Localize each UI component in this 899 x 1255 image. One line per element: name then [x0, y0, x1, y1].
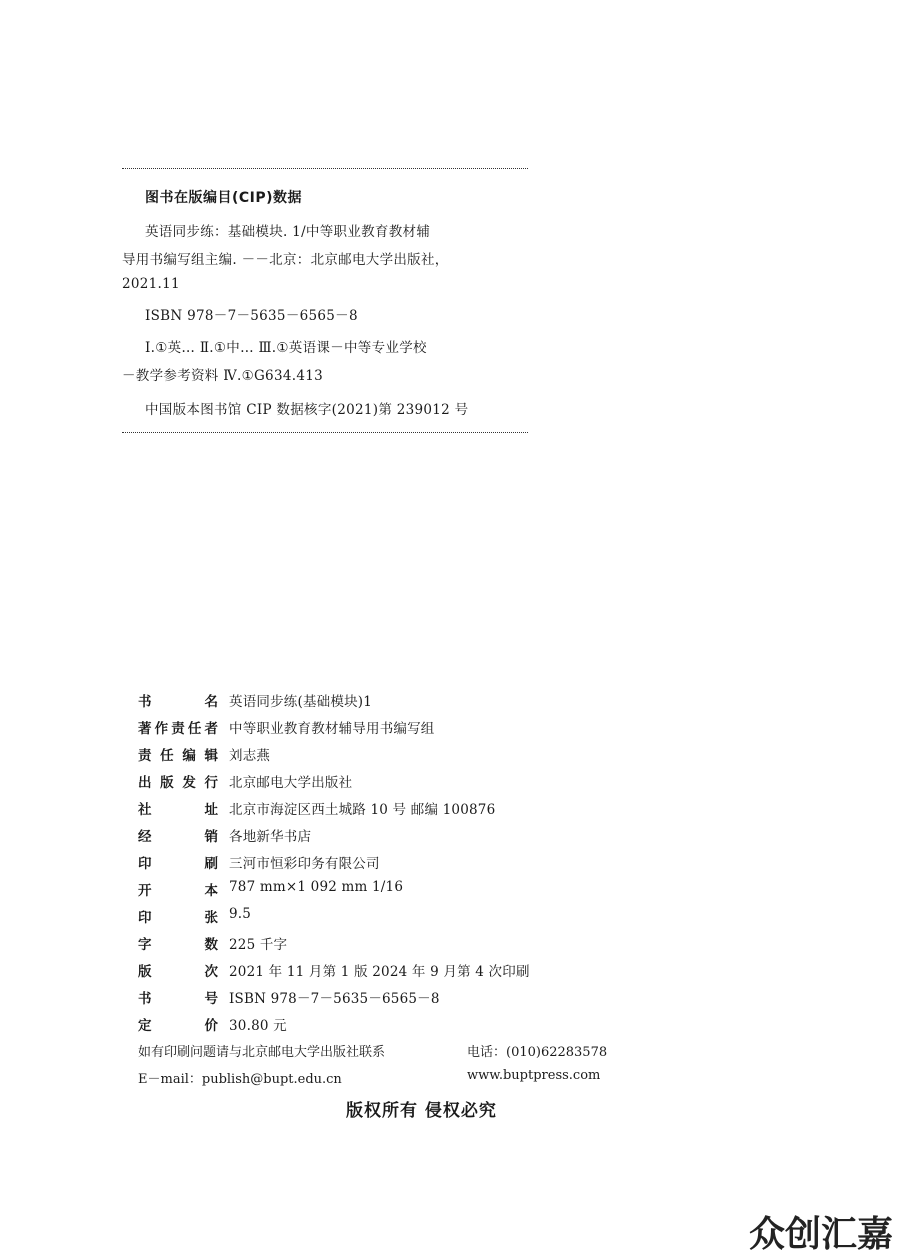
info-label: 责 任 编 辑 [138, 748, 218, 764]
cip-line: 2021.11 [122, 276, 180, 292]
cip-top-rule [122, 168, 528, 169]
publisher-email: E－mail：publish@bupt.edu.cn [138, 1072, 342, 1087]
info-label: 印 刷 [138, 856, 218, 872]
cip-line: 英语同步练：基础模块. 1/中等职业教育教材辅 [145, 224, 431, 240]
print-issue-notice: 如有印刷问题请与北京邮电大学出版社联系 [138, 1045, 386, 1060]
info-row-format [138, 879, 638, 899]
info-row-distributor [138, 825, 638, 845]
info-label: 著 作 责 任 者 [138, 721, 218, 737]
info-value: 225 千字 [229, 937, 288, 953]
info-label: 出 版 发 行 [138, 775, 218, 791]
info-label: 社 址 [138, 802, 218, 818]
publisher-website: www.buptpress.com [467, 1068, 601, 1083]
info-value: 787 mm×1 092 mm 1/16 [229, 879, 404, 895]
info-row-edition [138, 960, 638, 980]
info-row-author [138, 717, 638, 737]
info-row-sheets [138, 906, 638, 926]
info-value: 英语同步练(基础模块)1 [229, 694, 373, 710]
cip-classification-line: Ⅰ.①英… Ⅱ.①中… Ⅲ.①英语课－中等专业学校 [145, 340, 427, 356]
cip-title: 图书在版编目(CIP)数据 [145, 190, 303, 206]
info-label: 印 张 [138, 910, 218, 926]
info-label: 开 本 [138, 883, 218, 899]
info-value: 三河市恒彩印务有限公司 [229, 856, 380, 872]
info-row-publisher [138, 771, 638, 791]
info-label: 书 名 [138, 694, 218, 710]
info-label: 字 数 [138, 937, 218, 953]
info-label: 定 价 [138, 1018, 218, 1034]
info-label: 经 销 [138, 829, 218, 845]
cip-bottom-rule [122, 432, 528, 433]
info-value: 2021 年 11 月第 1 版 2024 年 9 月第 4 次印刷 [229, 964, 530, 980]
info-value: ISBN 978－7－5635－6565－8 [229, 991, 440, 1007]
cip-isbn-line: ISBN 978－7－5635－6565－8 [145, 308, 358, 324]
info-row-editor [138, 744, 638, 764]
info-label: 版 次 [138, 964, 218, 980]
cip-record-number: 中国版本图书馆 CIP 数据核字(2021)第 239012 号 [145, 402, 469, 418]
info-row-printer [138, 852, 638, 872]
info-value: 9.5 [229, 906, 252, 922]
info-row-price [138, 1014, 638, 1034]
info-value: 北京邮电大学出版社 [229, 775, 353, 791]
publisher-phone: 电话：(010)62283578 [467, 1045, 608, 1060]
cip-line: 导用书编写组主编. －－北京：北京邮电大学出版社， [122, 252, 449, 268]
info-value: 各地新华书店 [229, 829, 312, 845]
info-row-isbn [138, 987, 638, 1007]
copyright-notice: 版权所有 侵权必究 [346, 1101, 497, 1121]
info-value: 30.80 元 [229, 1018, 287, 1034]
info-value: 中等职业教育教材辅导用书编写组 [229, 721, 435, 737]
cip-classification-line: －教学参考资料 Ⅳ.①G634.413 [122, 368, 323, 384]
info-row-address [138, 798, 638, 818]
info-value: 刘志燕 [229, 748, 271, 764]
info-row-title [138, 690, 638, 710]
info-label: 书 号 [138, 991, 218, 1007]
info-row-word-count [138, 933, 638, 953]
watermark-logo: 众创汇嘉 [748, 1214, 893, 1255]
info-value: 北京市海淀区西土城路 10 号 邮编 100876 [229, 802, 496, 818]
